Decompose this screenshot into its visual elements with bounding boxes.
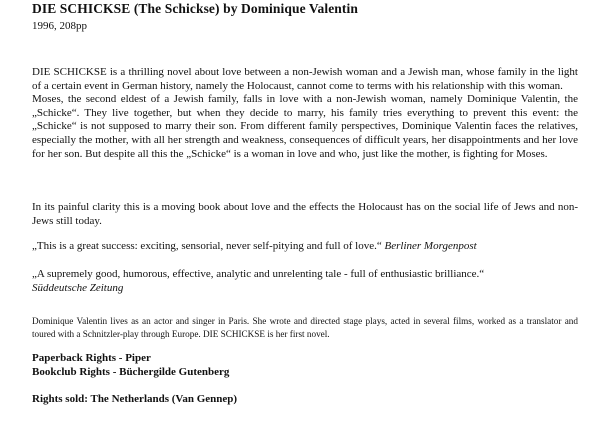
bookclub-rights: Bookclub Rights - Büchergilde Gutenberg [32, 366, 230, 378]
rights-sold: Rights sold: The Netherlands (Van Gennep) [32, 393, 238, 405]
synopsis-plot: Moses, the second eldest of a Jewish family, falls in love with a non-Jewish woman, namely Dominique Valentin, the „Schicke“. They live together, but when they decide to marry, his family tries everything to prevent this event: the „Schicke“ is not supposed to marry their son. From different family perspectives, Dominique Valentin faces the relatives, especially the mother, with all her strength and weakness, consequences of difficult years, her disappointments and her love for her son. But despite all this the „Schicke“ is a woman in love and who, just like the mother, is fighting for Moses. [32, 93, 578, 160]
synopsis-block [32, 66, 578, 161]
review-source: Süddeutsche Zeitung [32, 281, 124, 294]
assessment-paragraph: In its painful clarity this is a moving book about love and the effects the Holocaust has on the social life of Jews and non-Jews still today. [32, 201, 578, 227]
synopsis-intro: DIE SCHICKSE is a thrilling novel about love between a non-Jewish woman and a Jewish man, whose family in the light of a certain event in German history, namely the Holocaust, cannot come to terms with his relationship with this woman. [32, 66, 578, 92]
review-quote [32, 268, 578, 295]
publication-info: 1996, 208pp [32, 20, 87, 32]
review-text: „A supremely good, humorous, effective, analytic and unrelenting tale - full of enthusiastic brilliance.“ [32, 268, 485, 280]
book-title: DIE SCHICKSE (The Schickse) by Dominique Valentin [32, 1, 358, 16]
paperback-rights: Paperback Rights - Piper [32, 352, 151, 364]
author-bio: Dominique Valentin lives as an actor and singer in Paris. She wrote and directed stage plays, acted in several films, worked as a translator and toured with a Schnitzler-play through Europe. DIE SCHICKSE is her first novel. [32, 316, 578, 339]
review-quote [32, 240, 578, 254]
review-text: „This is a great success: exciting, sensorial, never self-pitying and full of love.“ [32, 240, 382, 252]
review-source: Berliner Morgenpost [384, 240, 477, 252]
